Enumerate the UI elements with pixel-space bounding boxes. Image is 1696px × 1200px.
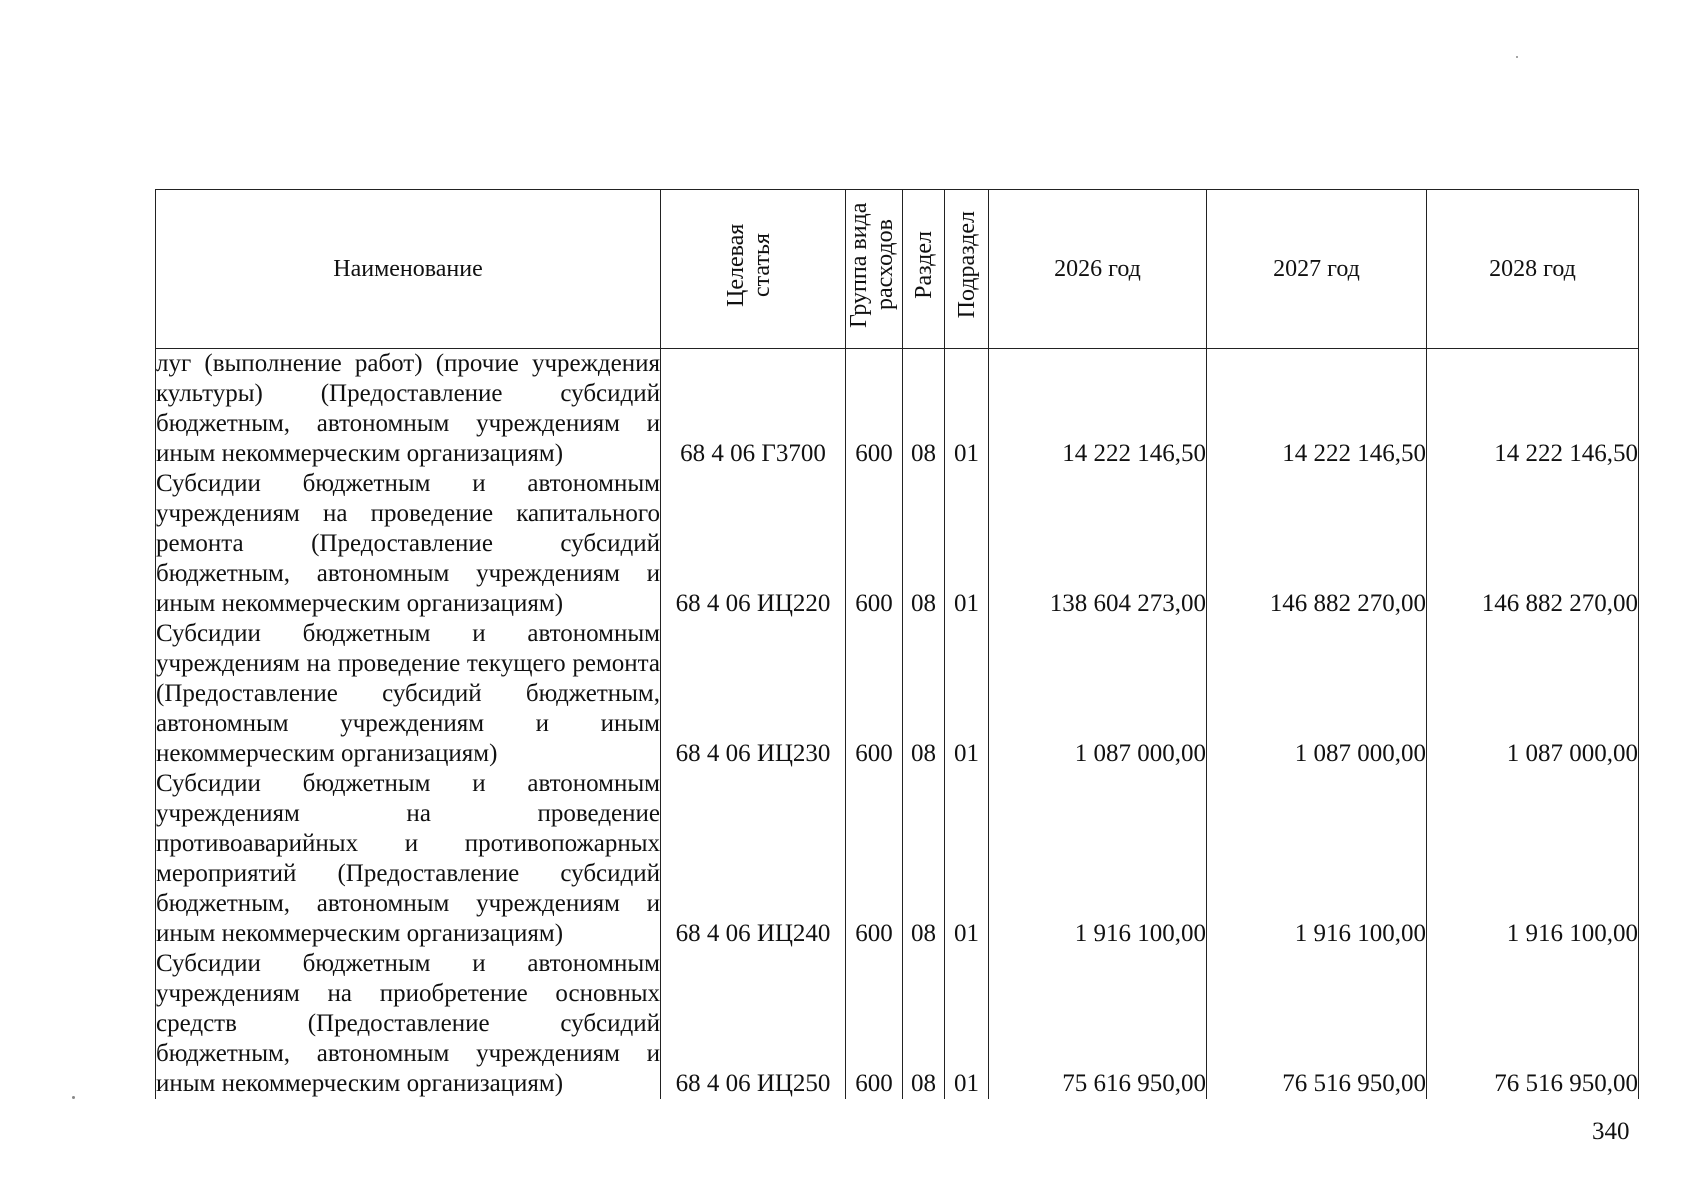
row-name: Субсидии бюджетным и автономным учреждениям на проведение текущего ремонта (Предоставление субсидий бюджетным, автономным учреждениям и иным некоммерческим организациям) [156, 620, 660, 767]
row-name: Субсидии бюджетным и автономным учреждениям на проведение капитального ремонта (Предоставление субсидий бюджетным, автономным учреждениям и иным некоммерческим организациям) [156, 470, 660, 617]
row-target-article: 68 4 06 Г3700 [661, 349, 846, 470]
row-subsection: 01 [945, 949, 989, 1099]
table-row [156, 619, 1639, 769]
row-amount-2028: 14 222 146,50 [1427, 349, 1639, 470]
header-target-article: Целевая статья [661, 190, 846, 349]
row-amount-2027: 14 222 146,50 [1207, 349, 1427, 470]
row-expense-group: 600 [846, 349, 903, 470]
header-year-2027: 2027 год [1207, 190, 1427, 349]
page-number: 340 [1592, 1118, 1630, 1145]
budget-table [155, 189, 1639, 1099]
row-amount-2027: 146 882 270,00 [1207, 469, 1427, 619]
row-section: 08 [903, 469, 945, 619]
row-amount-2026: 14 222 146,50 [989, 349, 1207, 470]
scan-speck [1516, 56, 1518, 58]
header-subsection: Подраздел [945, 190, 989, 349]
table-row [156, 469, 1639, 619]
row-expense-group: 600 [846, 619, 903, 769]
table-row [156, 349, 1639, 470]
scan-speck [72, 1096, 75, 1099]
header-name: Наименование [156, 190, 661, 349]
row-amount-2026: 1 087 000,00 [989, 619, 1207, 769]
row-section: 08 [903, 949, 945, 1099]
row-amount-2028: 1 087 000,00 [1427, 619, 1639, 769]
row-name: Субсидии бюджетным и автономным учреждениям на проведение противоаварийных и противопожарных мероприятий (Предоставление субсидий бюджетным, автономным учреждениям и иным некоммерческим организациям) [156, 770, 660, 947]
row-subsection: 01 [945, 349, 989, 470]
row-name: луг (выполнение работ) (прочие учреждения культуры) (Предоставление субсидий бюджетным, автономным учреждениям и иным некоммерческим организациям) [156, 350, 660, 467]
row-expense-group: 600 [846, 769, 903, 949]
row-subsection: 01 [945, 619, 989, 769]
row-subsection: 01 [945, 469, 989, 619]
row-target-article: 68 4 06 ИЦ230 [661, 619, 846, 769]
row-target-article: 68 4 06 ИЦ250 [661, 949, 846, 1099]
row-amount-2026: 138 604 273,00 [989, 469, 1207, 619]
row-subsection: 01 [945, 769, 989, 949]
row-amount-2026: 1 916 100,00 [989, 769, 1207, 949]
row-amount-2026: 75 616 950,00 [989, 949, 1207, 1099]
row-expense-group: 600 [846, 469, 903, 619]
row-amount-2028: 146 882 270,00 [1427, 469, 1639, 619]
header-section: Раздел [903, 190, 945, 349]
row-name: Субсидии бюджетным и автономным учреждениям на приобретение основных средств (Предоставление субсидий бюджетным, автономным учреждениям и иным некоммерческим организациям) [156, 950, 660, 1097]
row-section: 08 [903, 769, 945, 949]
header-expense-group: Группа вида расходов [846, 190, 903, 349]
row-section: 08 [903, 619, 945, 769]
table-header-row [156, 190, 1639, 349]
table-row [156, 769, 1639, 949]
row-target-article: 68 4 06 ИЦ240 [661, 769, 846, 949]
row-amount-2027: 76 516 950,00 [1207, 949, 1427, 1099]
row-amount-2028: 76 516 950,00 [1427, 949, 1639, 1099]
row-section: 08 [903, 349, 945, 470]
table-row [156, 949, 1639, 1099]
row-expense-group: 600 [846, 949, 903, 1099]
row-amount-2028: 1 916 100,00 [1427, 769, 1639, 949]
header-year-2026: 2026 год [989, 190, 1207, 349]
row-amount-2027: 1 087 000,00 [1207, 619, 1427, 769]
row-target-article: 68 4 06 ИЦ220 [661, 469, 846, 619]
row-amount-2027: 1 916 100,00 [1207, 769, 1427, 949]
header-year-2028: 2028 год [1427, 190, 1639, 349]
